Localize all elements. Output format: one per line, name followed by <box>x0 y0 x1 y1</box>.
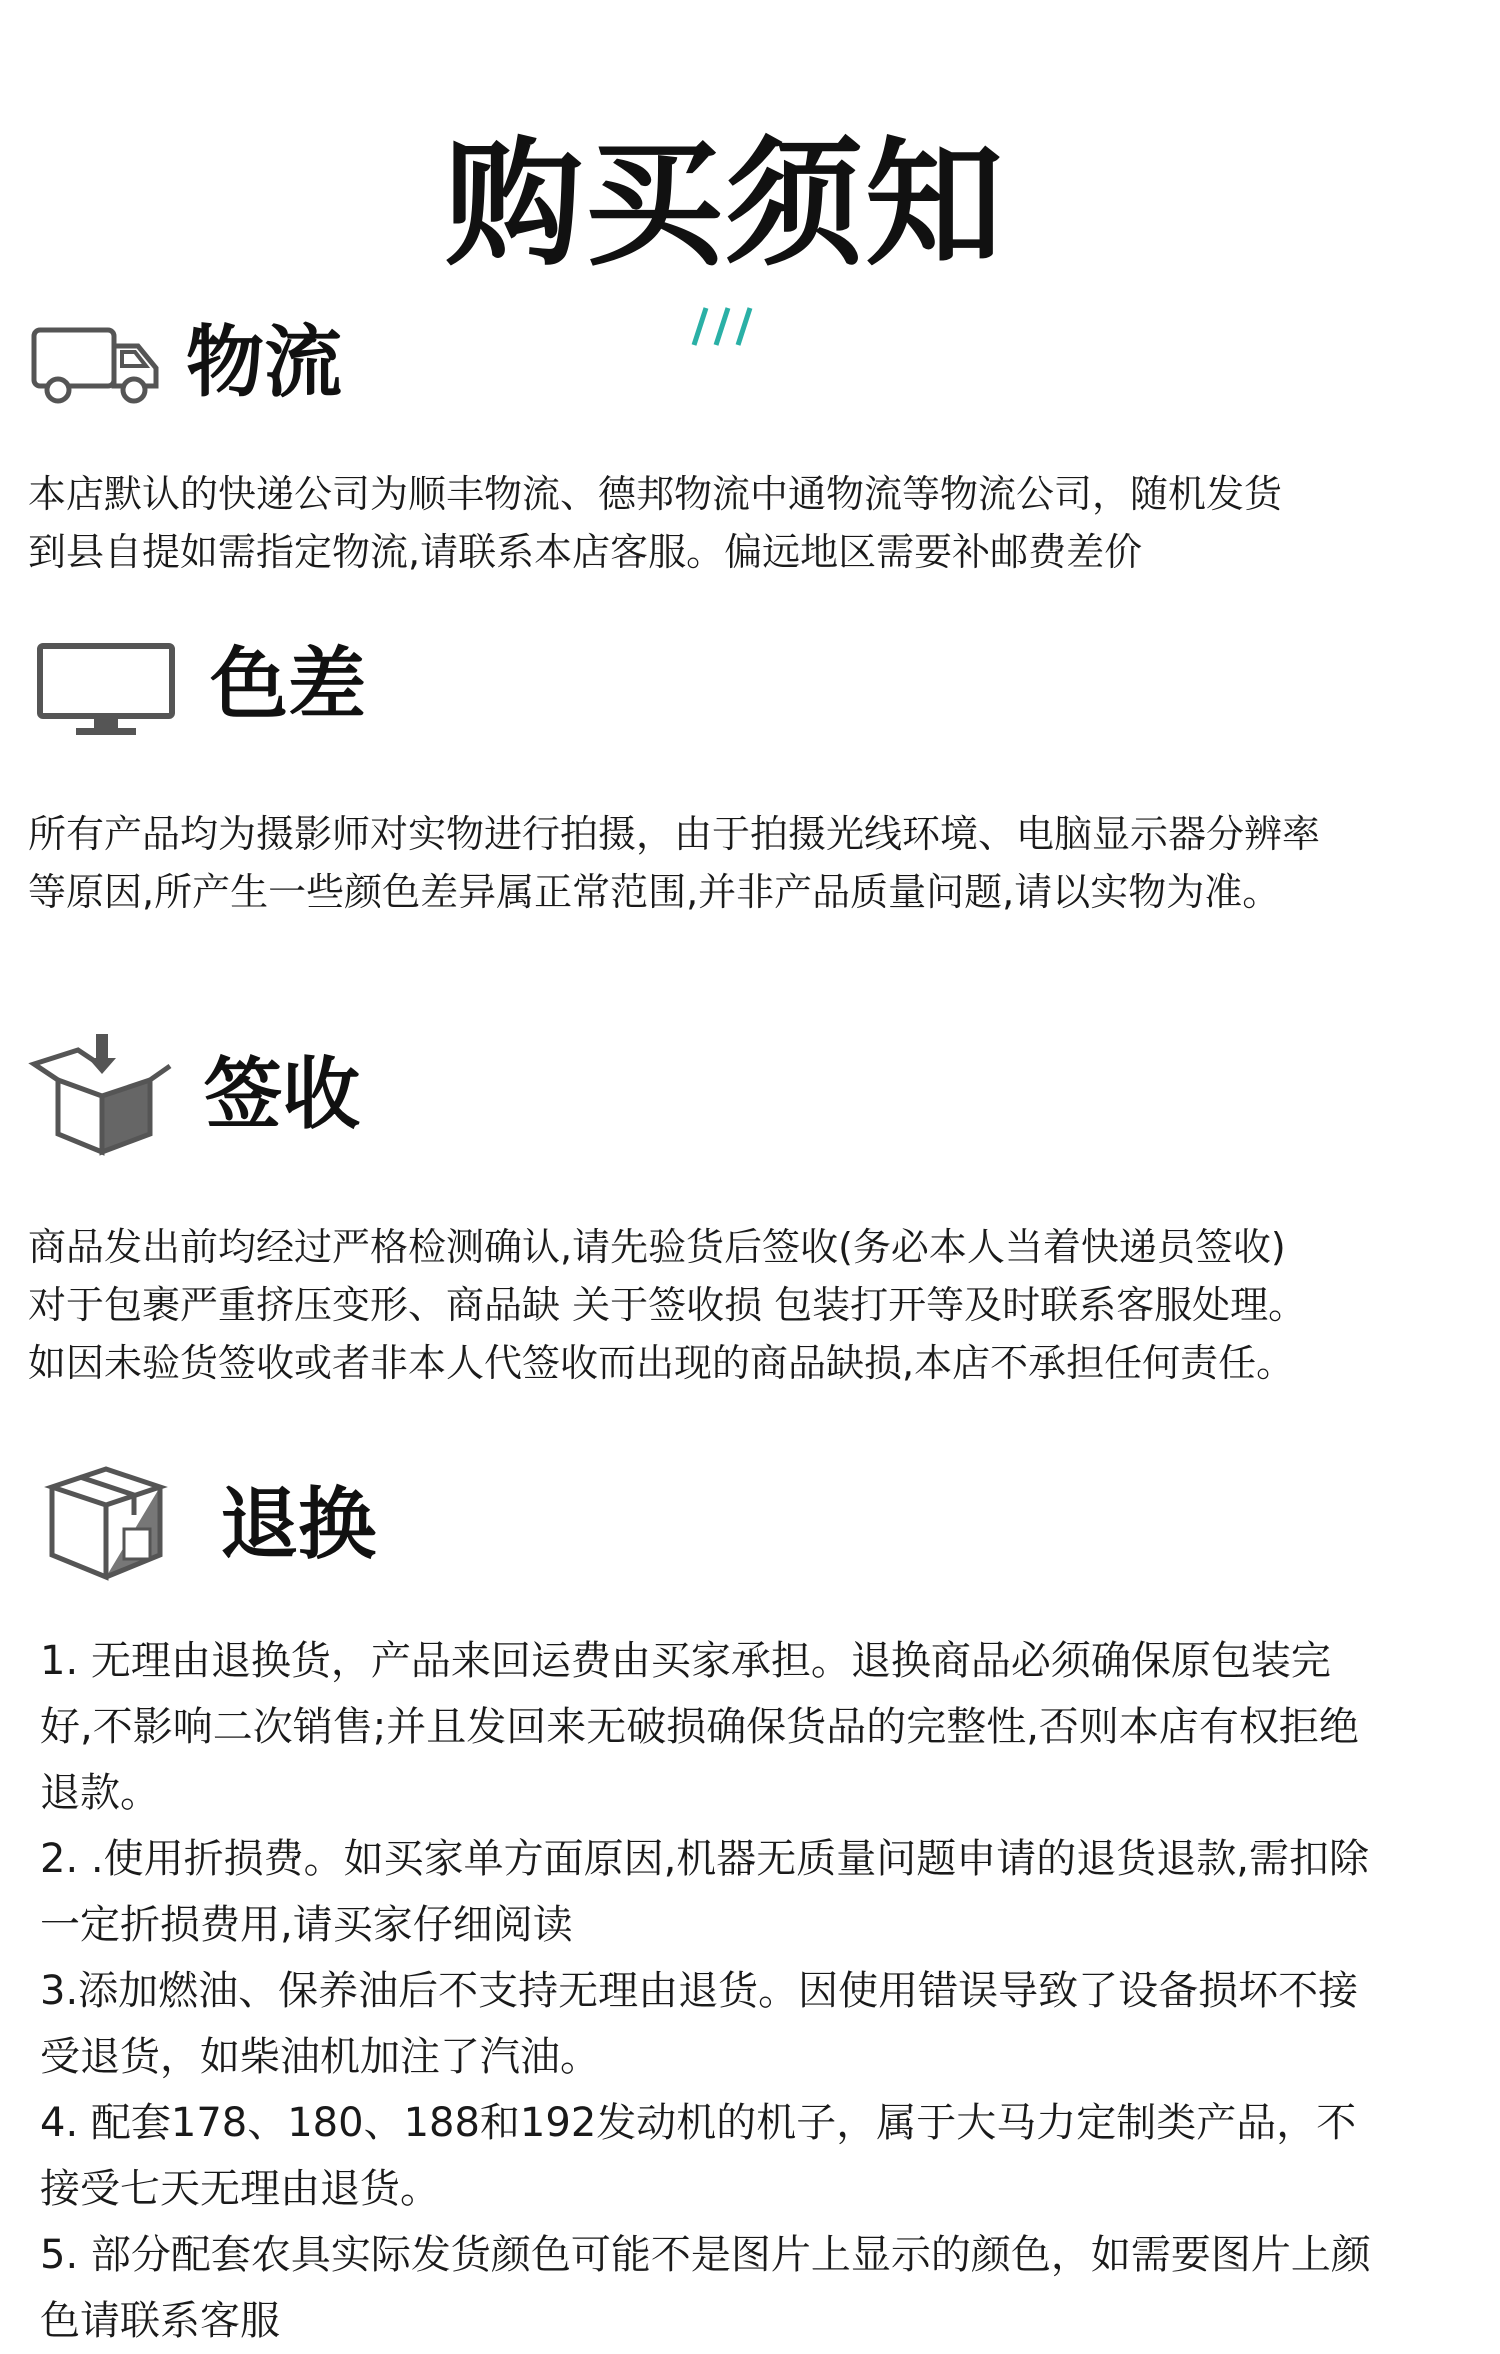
monitor-icon <box>36 640 176 740</box>
decorative-slashes-icon <box>686 300 766 350</box>
text-line: 对于包裹严重挤压变形、商品缺 关于签收损 包装打开等及时联系客服处理。 <box>28 1283 1307 1327</box>
section-body-color-diff <box>28 805 1468 921</box>
text-line: 本店默认的快递公司为顺丰物流、德邦物流中通物流等物流公司，随机发货 <box>28 472 1283 516</box>
package-icon <box>44 1455 168 1585</box>
list-item: 2. .使用折损费。如买家单方面原因,机器无质量问题申请的退货退款,需扣除 <box>40 1836 1370 1882</box>
list-item: 退款。 <box>40 1770 160 1816</box>
text-line: 等原因,所产生一些颜色差异属正常范围,并非产品质量问题,请以实物为准。 <box>28 870 1281 914</box>
section-title-returns: 退换 <box>220 1480 377 1570</box>
section-title-logistics: 物流 <box>186 318 343 408</box>
text-line: 到县自提如需指定物流,请联系本店客服。偏远地区需要补邮费差价 <box>28 530 1143 574</box>
list-item: 3.添加燃油、保养油后不支持无理由退货。因使用错误导致了设备损坏不接 <box>40 1968 1359 2014</box>
truck-icon <box>30 318 162 410</box>
list-item: 接受七天无理由退货。 <box>40 2166 440 2212</box>
text-line: 如因未验货签收或者非本人代签收而出现的商品缺损,本店不承担任何责任。 <box>28 1341 1295 1385</box>
text-line: 所有产品均为摄影师对实物进行拍摄，由于拍摄光线环境、电脑显示器分辨率 <box>28 812 1321 856</box>
page-title: 购买须知 <box>444 124 1005 285</box>
section-body-sign <box>28 1218 1468 1392</box>
open-box-icon <box>28 1030 174 1160</box>
list-item: 受退货，如柴油机加注了汽油。 <box>40 2034 600 2080</box>
list-item: 1. 无理由退换货，产品来回运费由买家承担。退换商品必须确保原包装完 <box>40 1638 1331 1684</box>
list-item: 好,不影响二次销售;并且发回来无破损确保货品的完整性,否则本店有权拒绝 <box>40 1704 1359 1750</box>
section-title-color-diff: 色差 <box>210 640 367 730</box>
section-body-logistics <box>28 465 1468 581</box>
section-body-returns <box>40 1628 1460 2354</box>
section-title-sign: 签收 <box>204 1050 361 1140</box>
text-line: 商品发出前均经过严格检测确认,请先验货后签收(务必本人当着快递员签收) <box>28 1225 1286 1269</box>
list-item: 4. 配套178、180、188和192发动机的机子，属于大马力定制类产品，不 <box>40 2100 1357 2146</box>
list-item: 5. 部分配套农具实际发货颜色可能不是图片上显示的颜色，如需要图片上颜 <box>40 2232 1371 2278</box>
list-item: 一定折损费用,请买家仔细阅读 <box>40 1902 573 1948</box>
list-item: 色请联系客服 <box>40 2298 280 2344</box>
